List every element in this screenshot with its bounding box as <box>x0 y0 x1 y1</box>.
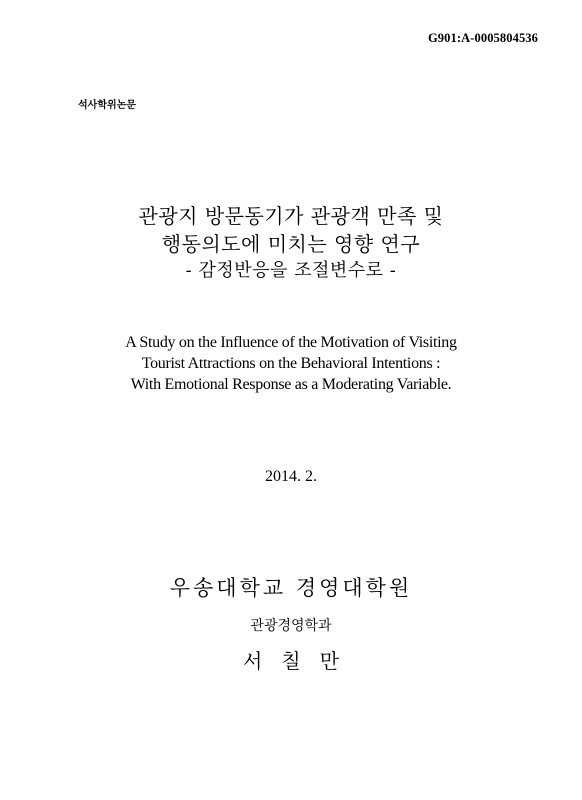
author-name: 서 칠 만 <box>242 649 340 673</box>
english-title-line-1: A Study on the Influence of the Motivation of Visiting <box>125 334 457 351</box>
korean-title-line-1: 관광지 방문동기가 관광객 만족 및 <box>138 204 444 228</box>
korean-title-line-2: 행동의도에 미치는 영향 연구 <box>161 232 421 256</box>
department-name: 관광경영학과 <box>250 618 332 634</box>
university-name: 우송대학교 경영대학원 <box>169 576 413 600</box>
document-id: G901:A-0005804536 <box>427 31 538 45</box>
submission-date: 2014. 2. <box>265 468 317 485</box>
english-title-line-3: With Emotional Response as a Moderating Variable. <box>130 376 452 393</box>
korean-subtitle: - 감정반응을 조절변수로 - <box>185 260 397 281</box>
thesis-type-label: 석사학위논문 <box>78 100 136 111</box>
english-title-line-2: Tourist Attractions on the Behavioral Intentions : <box>141 355 441 372</box>
